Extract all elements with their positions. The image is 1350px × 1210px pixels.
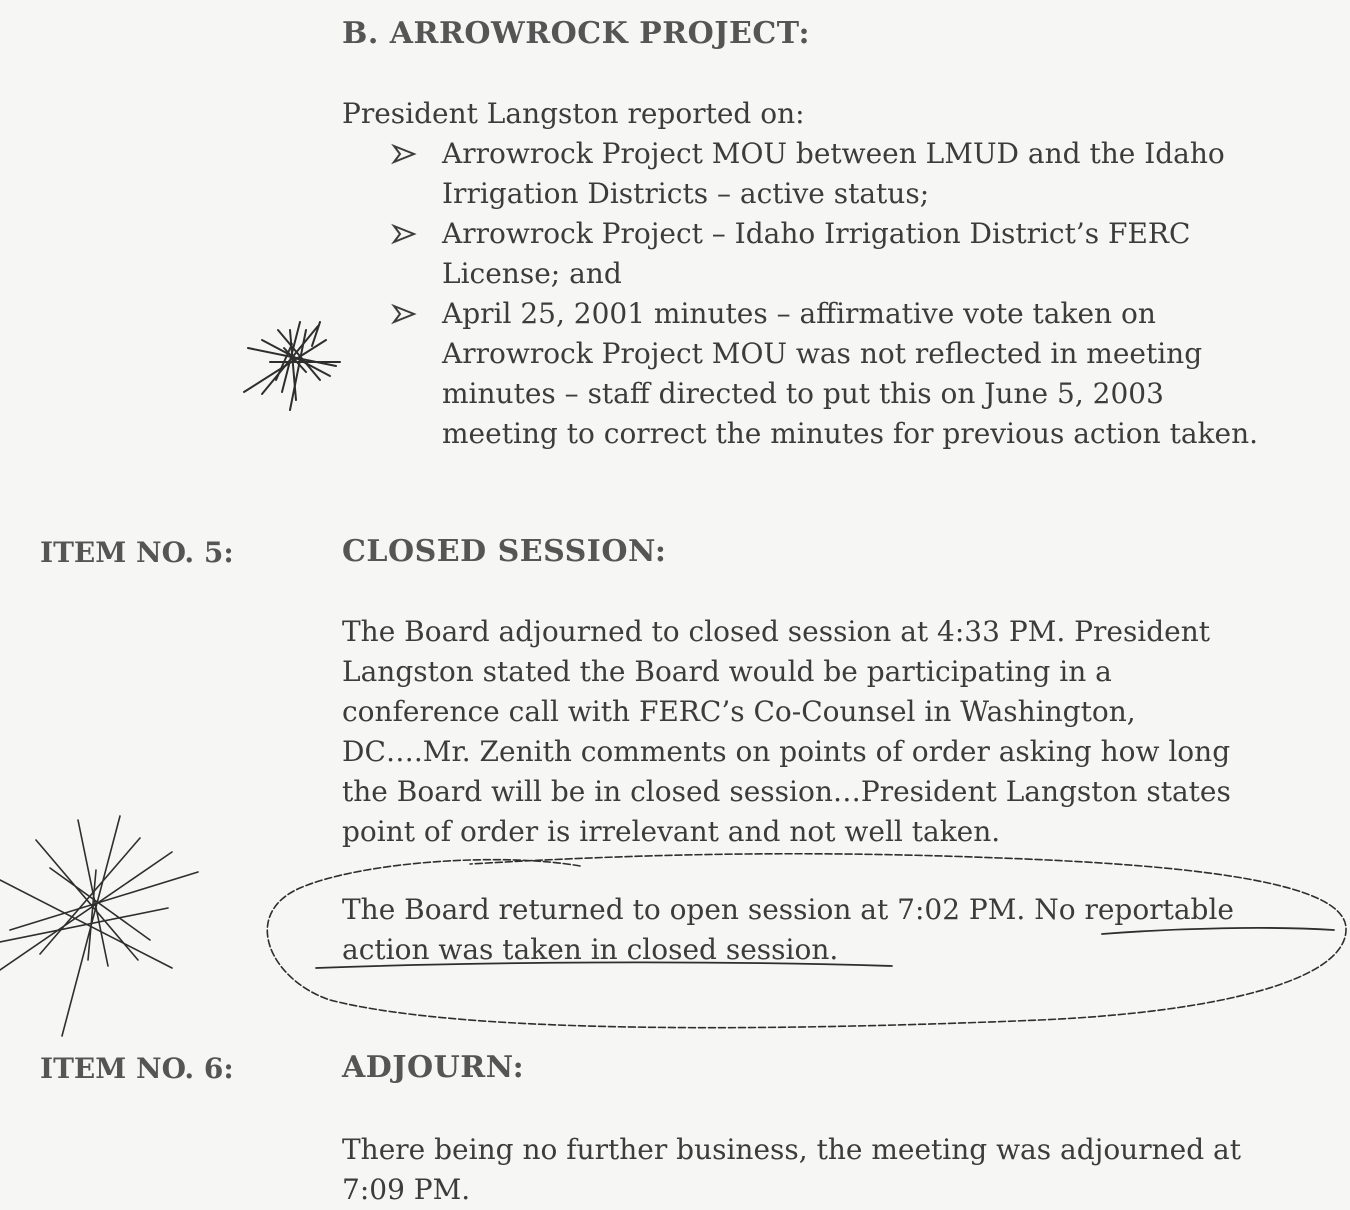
ink-star-mark — [244, 322, 340, 410]
item-6-label: ITEM NO. 6: — [40, 1052, 234, 1085]
arrowhead-bullet-icon — [390, 214, 418, 254]
item-6-heading: ADJOURN: — [342, 1050, 525, 1085]
paragraph-line: The Board adjourned to closed session at 4:33 PM. President — [342, 615, 1211, 648]
bullet-line: Arrowrock Project MOU between LMUD and the Idaho — [442, 137, 1225, 170]
paragraph-line: 7:09 PM. — [342, 1173, 471, 1206]
item-5-heading: CLOSED SESSION: — [342, 534, 667, 569]
bullet-line: Arrowrock Project – Idaho Irrigation District’s FERC — [442, 217, 1191, 250]
bullet-line: Irrigation Districts – active status; — [442, 177, 930, 210]
section-b-intro: President Langston reported on: — [342, 97, 805, 130]
bullet-item — [390, 134, 1258, 214]
paragraph-line: Langston stated the Board would be participating in a — [342, 655, 1112, 688]
item-6-paragraph — [342, 1130, 1241, 1210]
item-5-paragraph-2 — [342, 890, 1234, 970]
paragraph-line: conference call with FERC’s Co-Counsel in Washington, — [342, 695, 1136, 728]
bullet-line: meeting to correct the minutes for previous action taken. — [442, 417, 1259, 450]
paragraph-line: the Board will be in closed session…President Langston states — [342, 775, 1231, 808]
paragraph-line: DC….Mr. Zenith comments on points of order asking how long — [342, 735, 1231, 768]
paragraph-line: point of order is irrelevant and not well taken. — [342, 815, 1001, 848]
paragraph-line: action was taken in closed session. — [342, 933, 839, 966]
ink-star-mark — [0, 816, 198, 1036]
section-b-bullet-list — [390, 134, 1258, 454]
section-b-heading: B. ARROWROCK PROJECT: — [342, 16, 811, 51]
bullet-line: minutes – staff directed to put this on June 5, 2003 — [442, 377, 1164, 410]
item-5-label: ITEM NO. 5: — [40, 536, 234, 569]
paragraph-line: The Board returned to open session at 7:02 PM. No reportable — [342, 893, 1234, 926]
arrowhead-bullet-icon — [390, 134, 418, 174]
item-5-paragraph-1 — [342, 612, 1231, 852]
arrowhead-bullet-icon — [390, 294, 418, 334]
bullet-line: Arrowrock Project MOU was not reflected in meeting — [442, 337, 1203, 370]
bullet-line: License; and — [442, 257, 622, 290]
bullet-line: April 25, 2001 minutes – affirmative vote taken on — [442, 297, 1156, 330]
bullet-item — [390, 214, 1258, 294]
bullet-item — [390, 294, 1258, 454]
paragraph-line: There being no further business, the meeting was adjourned at — [342, 1133, 1241, 1166]
